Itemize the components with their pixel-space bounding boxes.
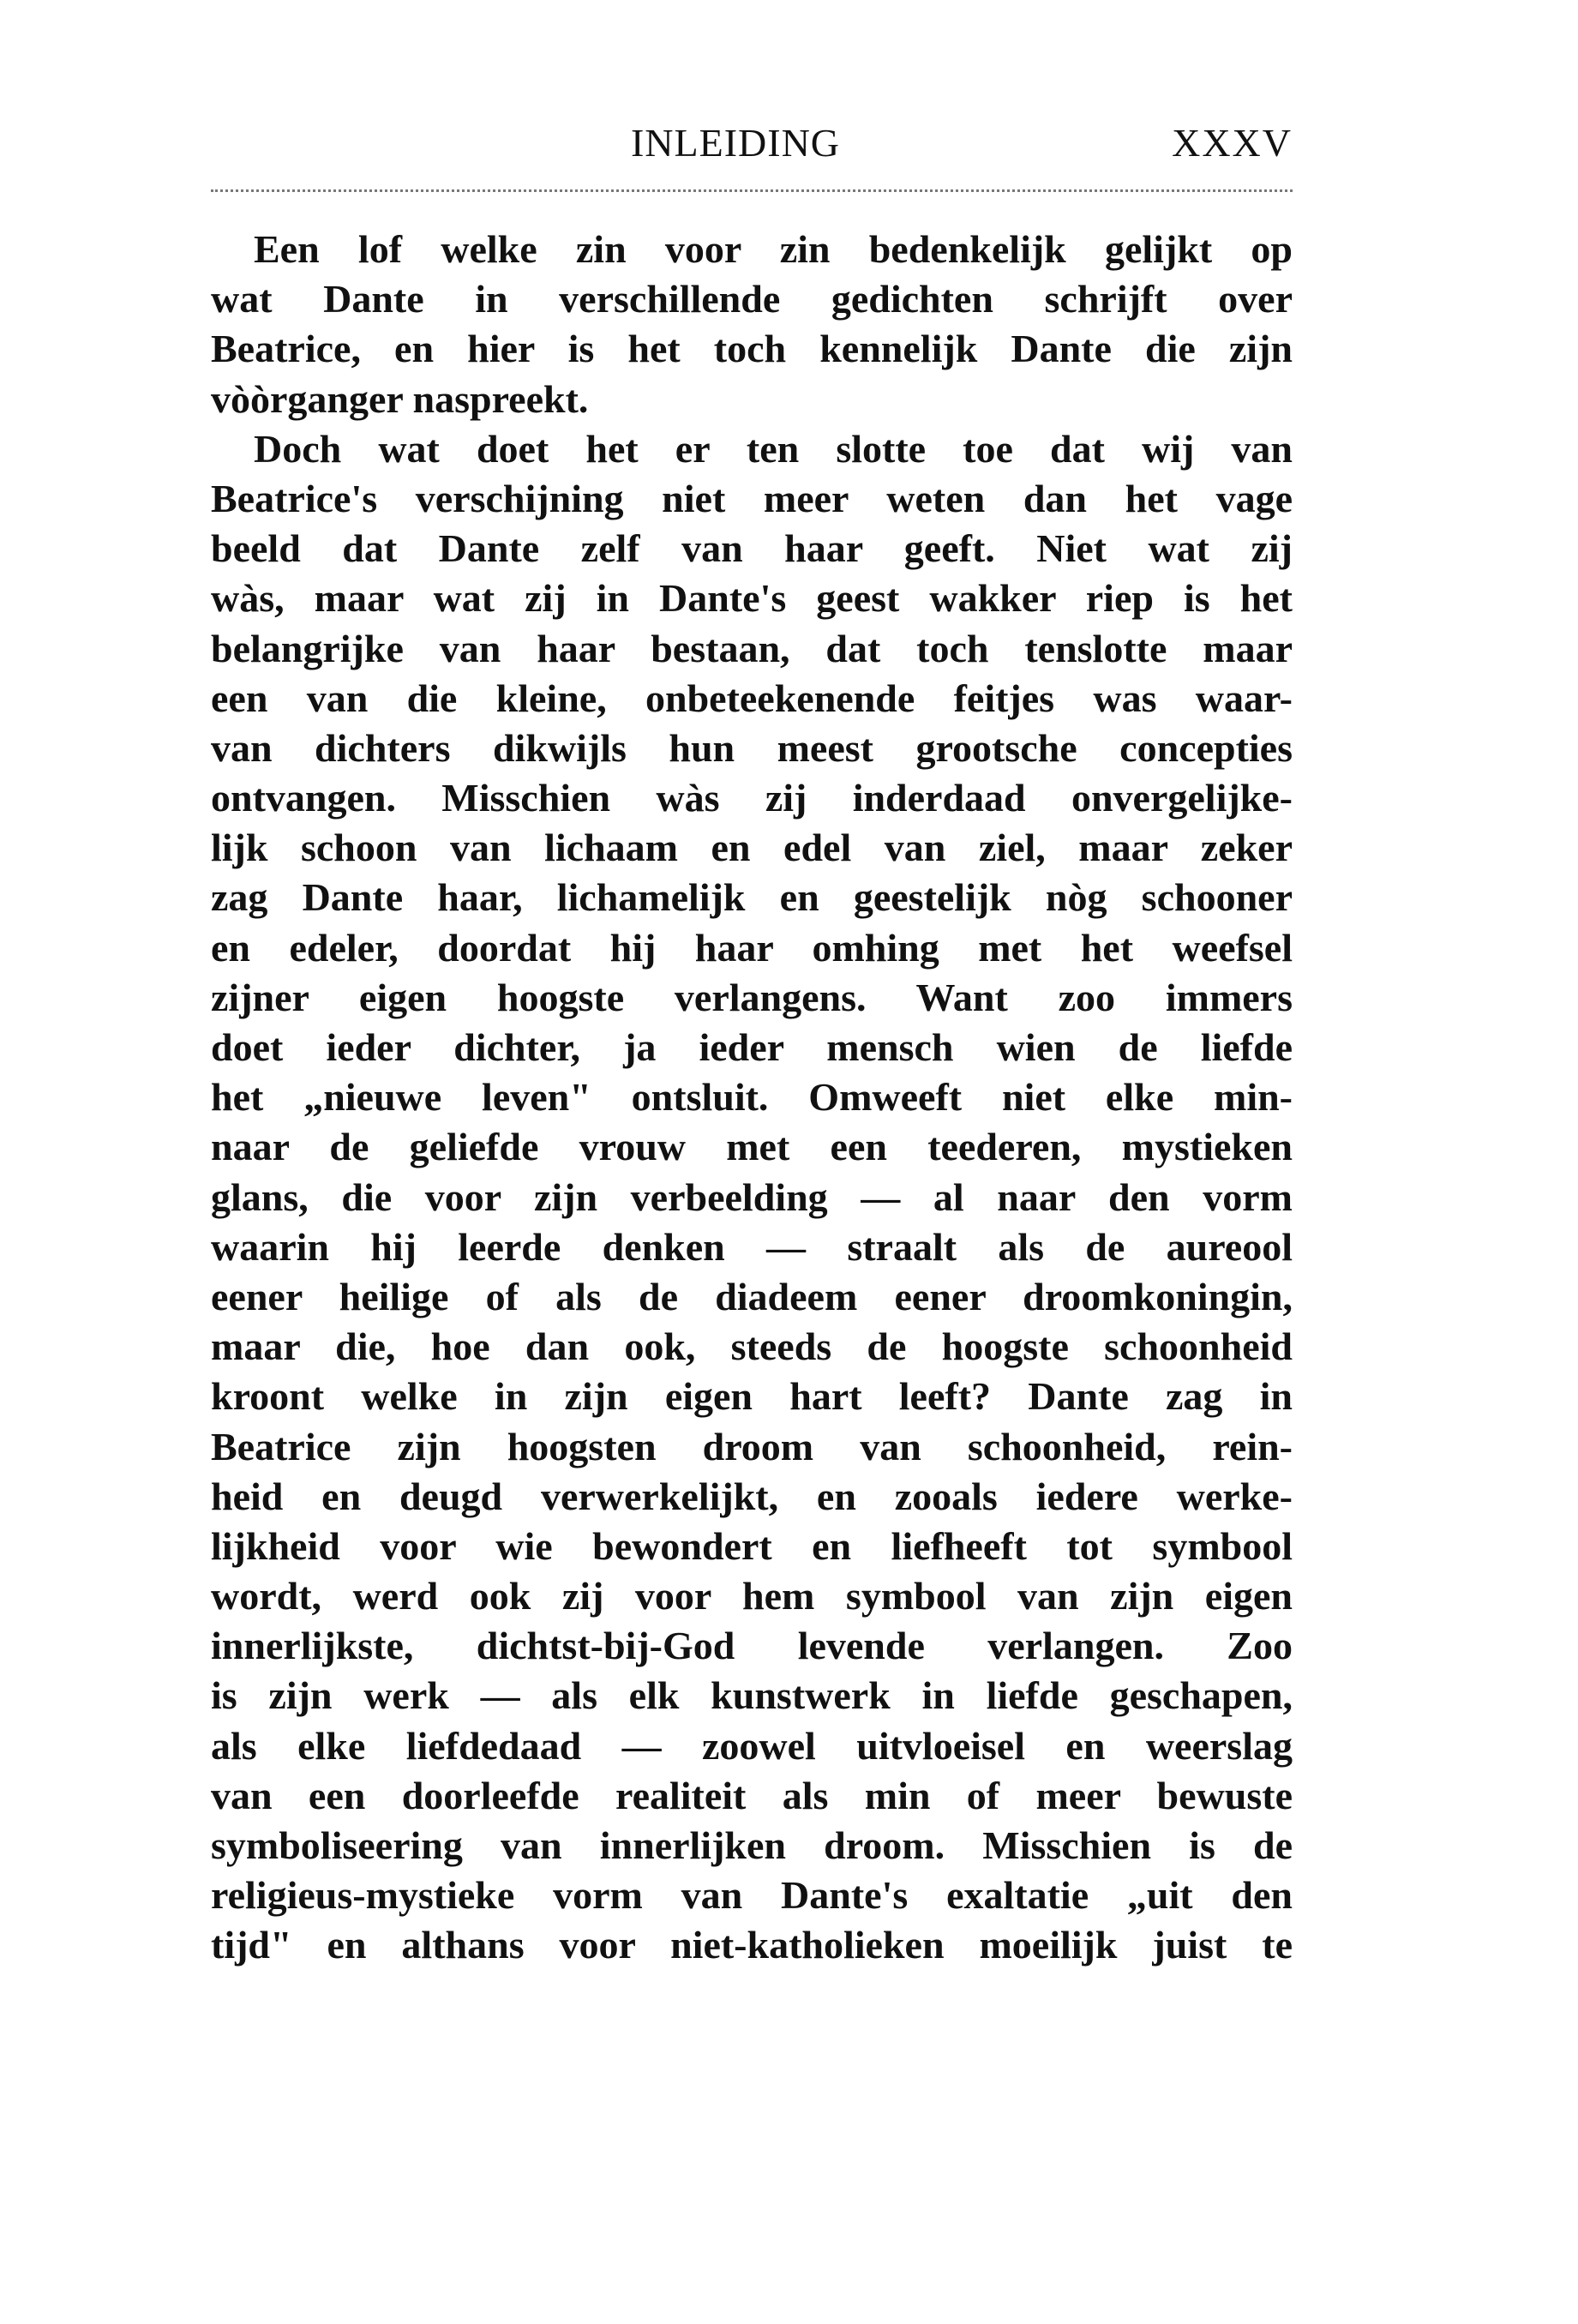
text-line: Doch wat doet het er ten slotte toe dat wij van xyxy=(254,426,1293,471)
text-line: waarin hij leerde denken — straalt als de aureool xyxy=(211,1224,1293,1269)
body-text xyxy=(211,225,1293,1971)
text-line: eener heilige of als de diadeem eener droomkoningin, xyxy=(211,1274,1293,1318)
page-number: XXXV xyxy=(1172,121,1293,165)
text-line: Een lof welke zin voor zin bedenkelijk gelijkt op xyxy=(254,227,1293,271)
text-line: een van die kleine, onbeteekenende feitjes was waar- xyxy=(211,676,1293,720)
text-line: Beatrice's verschijning niet meer weten dan het vage xyxy=(211,476,1293,520)
text-line: wordt, werd ook zij voor hem symbool van zijn eigen xyxy=(211,1574,1293,1618)
text-line: tijd" en althans voor niet-katholieken moeilijk juist te xyxy=(211,1923,1293,1967)
text-line: lijkheid voor wie bewondert en liefheeft tot symbool xyxy=(211,1523,1293,1568)
text-line: kroont welke in zijn eigen hart leeft? Dante zag in xyxy=(211,1374,1293,1419)
text-line: Beatrice zijn hoogsten droom van schoonheid, rein- xyxy=(211,1424,1293,1468)
text-line: ontvangen. Misschien wàs zij inderdaad onvergelijke- xyxy=(211,776,1293,820)
text-line: van dichters dikwijls hun meest grootsche concepties xyxy=(211,725,1293,770)
text-line: lijk schoon van lichaam en edel van ziel, maar zeker xyxy=(211,826,1293,870)
text-line: van een doorleefde realiteit als min of meer bewuste xyxy=(211,1773,1293,1817)
text-line: het „nieuwe leven" ontsluit. Omweeft niet elke min- xyxy=(211,1075,1293,1120)
text-line: vòòrganger naspreekt. xyxy=(211,376,589,421)
text-line: maar die, hoe dan ook, steeds de hoogste schoonheid xyxy=(211,1324,1293,1369)
text-line: naar de geliefde vrouw met een teederen, mystieken xyxy=(211,1125,1293,1169)
text-line: glans, die voor zijn verbeelding — al naar den vorm xyxy=(211,1174,1293,1219)
text-line: innerlijkste, dichtst-bij-God levende verlangen. Zoo xyxy=(211,1624,1293,1668)
text-line: Beatrice, en hier is het toch kennelijk Dante die zijn xyxy=(211,327,1293,371)
text-line: en edeler, doordat hij haar omhing met het weefsel xyxy=(211,925,1293,970)
text-line: wat Dante in verschillende gedichten schrijft over xyxy=(211,277,1293,321)
text-line: is zijn werk — als elk kunstwerk in liefde geschapen, xyxy=(211,1673,1293,1718)
text-line: symboliseering van innerlijken droom. Misschien is de xyxy=(211,1823,1293,1867)
text-line: zag Dante haar, lichamelijk en geestelijk nòg schooner xyxy=(211,875,1293,920)
text-line: belangrijke van haar bestaan, dat toch tenslotte maar xyxy=(211,626,1293,670)
header-dotted-rule xyxy=(211,189,1293,192)
running-header-title: INLEIDING xyxy=(630,121,841,165)
text-line: religieus-mystieke vorm van Dante's exaltatie „uit den xyxy=(211,1873,1293,1918)
text-line: beeld dat Dante zelf van haar geeft. Niet wat zij xyxy=(211,526,1293,571)
text-line: wàs, maar wat zij in Dante's geest wakker riep is het xyxy=(211,576,1293,621)
text-line: zijner eigen hoogste verlangens. Want zoo immers xyxy=(211,975,1293,1019)
text-line: heid en deugd verwerkelijkt, en zooals iedere werke- xyxy=(211,1474,1293,1518)
text-line: als elke liefdedaad — zoowel uitvloeisel en weerslag xyxy=(211,1723,1293,1768)
text-line: doet ieder dichter, ja ieder mensch wien de liefde xyxy=(211,1025,1293,1069)
